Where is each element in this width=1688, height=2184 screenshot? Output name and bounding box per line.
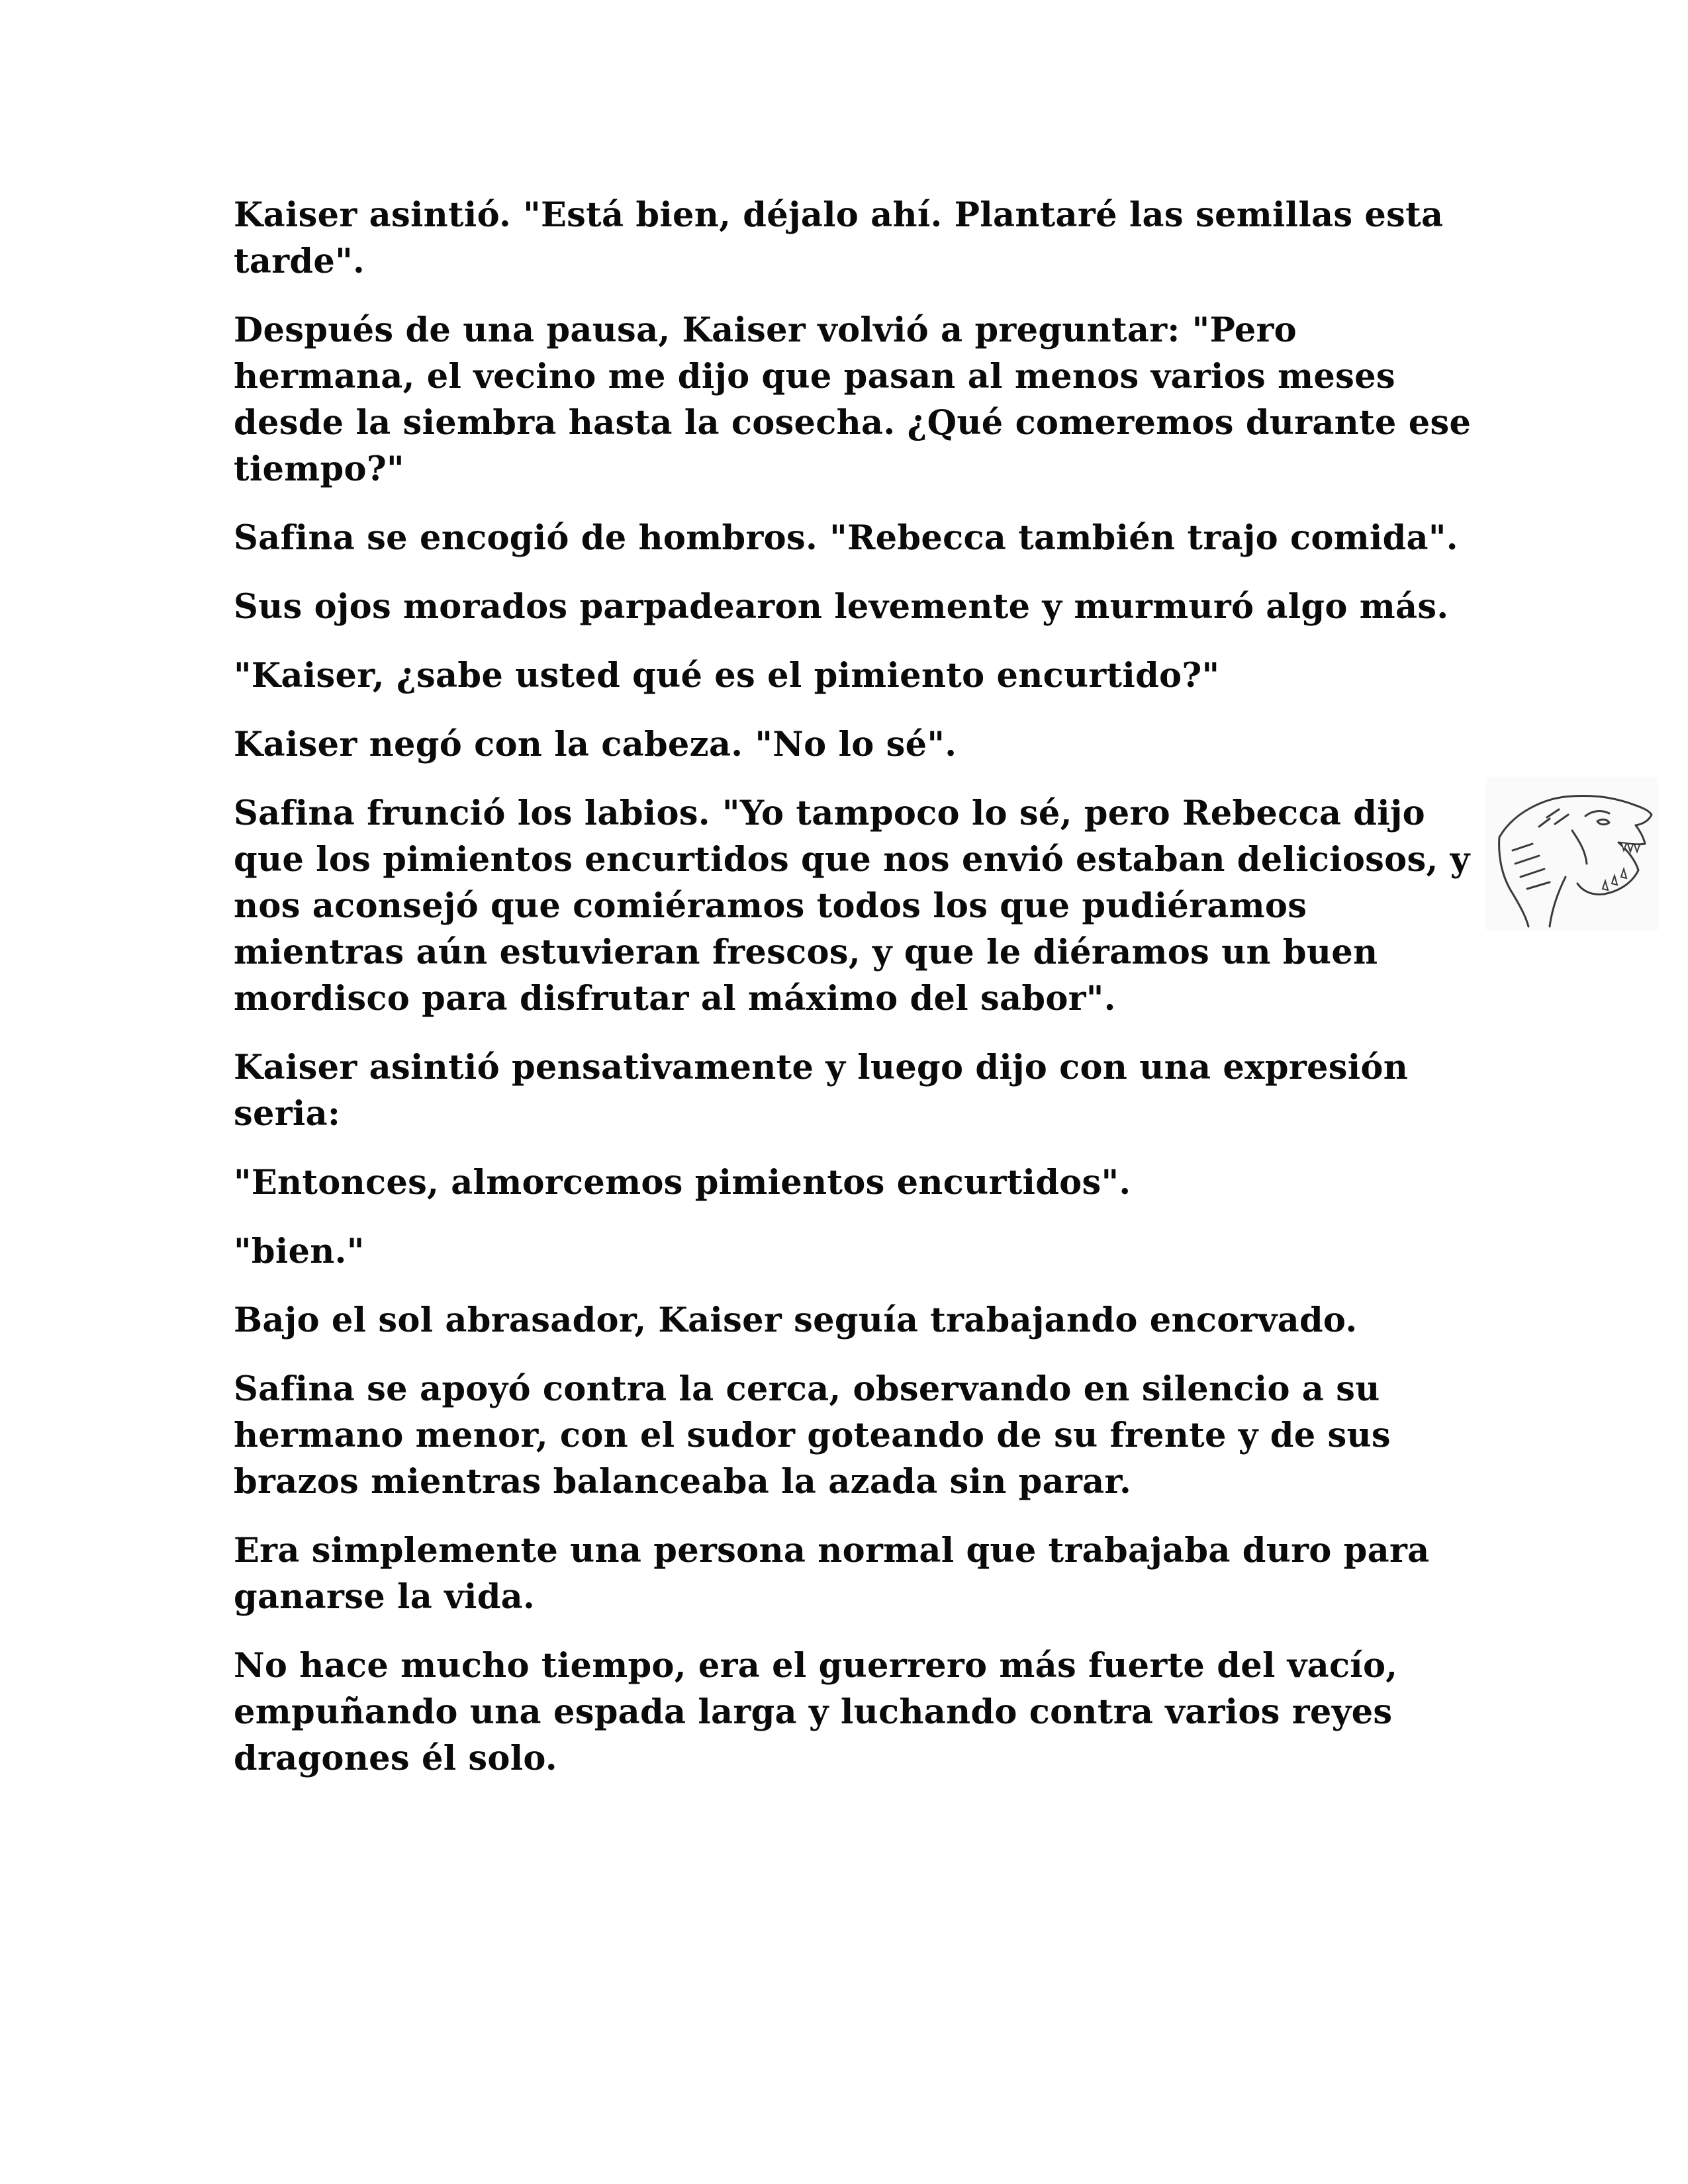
paragraph: Era simplemente una persona normal que trabajaba duro para ganarse la vida. [234,1531,1430,1617]
paragraph: Kaiser negó con la cabeza. "No lo sé". [234,725,957,764]
paragraph: Sus ojos morados parpadearon levemente y murmuró algo más. [234,587,1449,627]
paragraph: "Kaiser, ¿sabe usted qué es el pimiento encurtido?" [234,656,1220,696]
paragraph: Safina se encogió de hombros. "Rebecca también trajo comida". [234,518,1458,558]
dinosaur-head-sketch-icon [1486,778,1658,930]
paragraph: Safina se apoyó contra la cerca, observando en silencio a su hermano menor, con el sudor goteando de su frente y de sus brazos mientras balanceaba la azada sin parar. [234,1369,1391,1502]
paragraph: "Entonces, almorcemos pimientos encurtidos". [234,1163,1131,1203]
paragraph: Bajo el sol abrasador, Kaiser seguía trabajando encorvado. [234,1300,1358,1340]
body-text [234,192,1472,1804]
paragraph: Kaiser asintió. "Está bien, déjalo ahí. Plantaré las semillas esta tarde". [234,195,1444,281]
paragraph: Después de una pausa, Kaiser volvió a preguntar: "Pero hermana, el vecino me dijo que pasan al menos varios meses desde la siembra hasta la cosecha. ¿Qué comeremos durante ese tiempo?" [234,310,1472,489]
paragraph: No hace mucho tiempo, era el guerrero más fuerte del vacío, empuñando una espada larga y luchando contra varios reyes dragones él solo. [234,1646,1398,1778]
paragraph: Kaiser asintió pensativamente y luego dijo con una expresión seria: [234,1048,1409,1134]
paragraph: Safina frunció los labios. "Yo tampoco lo sé, pero Rebecca dijo que los pimientos encurtidos que nos envió estaban deliciosos, y nos aconsejó que comiéramos todos los que pudiéramos mientras aún estuvieran frescos, y que le diéramos un buen mordisco para disfrutar al máximo del sabor". [234,794,1470,1019]
paragraph: "bien." [234,1232,365,1271]
